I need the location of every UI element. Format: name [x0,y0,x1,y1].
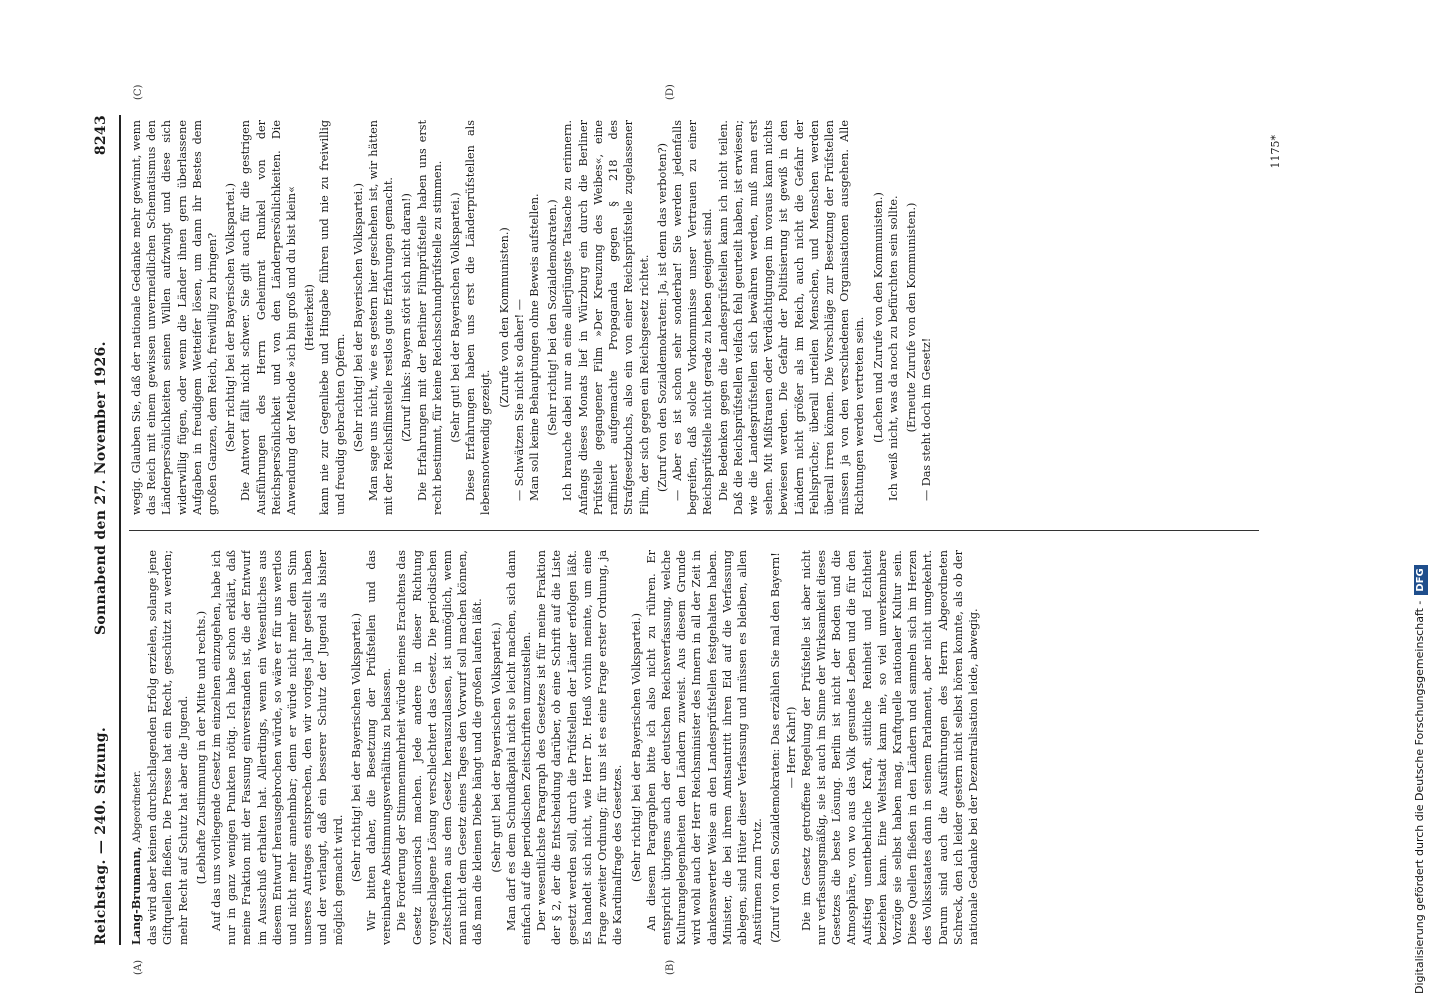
interjection [497,120,512,515]
paragraph [415,120,445,515]
margin-marker-d: (D) [665,84,676,100]
paragraph-text: Die Forderung der Stimmenmehrheit würde meines Erachtens das Gesetz illusorisch machen. Jede andere in dieser Richtung vorgeschlagene Lösung verschlechtert das Gesetz. Die periodischen Zeitschriften aus dem Gesetz herauszulassen, ist unmöglich, wenn man nicht dem Gesetz eines Tages den Vorwurf soll machen können, daß man die kleinen Diebe hängt und die großen laufen läßt. [395,550,485,945]
paragraph-text: Die Antwort fällt nicht schwer. Sie gilt auch für die gestrigen Ausführungen des Herrn Geheimrat Runkel von der Reichspersönlichkeit und von den Länderpersönlichkeiten. Die Anwendung der Methode »ich bin groß und du bist klein« [239,120,299,515]
interjection [302,120,317,515]
paragraph-text: kann nie zur Gegenliebe und Hingabe führen und nie zu freiwillig und freudig gebrachten Opfern. [318,120,347,515]
interjection [399,120,414,515]
paragraph-text: Die Erfahrungen mit der Berliner Filmprüfstelle haben uns erst recht bestimmt, für keine Reichsschundprüfstelle zu stimmen. [415,120,444,515]
paragraph-text: (Sehr richtig! bei der Bayerischen Volkspartei.) [224,182,238,453]
interjection [904,120,919,515]
interjection [349,550,364,945]
paragraph-text: Der wesentlichste Paragraph des Gesetzes ist für meine Fraktion der § 2, der die Entscheidung darüber, ob eine Schrift auf die Liste gesetzt werden soll, durch die Prüfstellen der Länder erfolgen läßt. Es handelt sich nicht, wie Herr Dr. Heuß vorhin meinte, um eine Frage zweiter Ordnung; für uns ist es eine Frage erster Ordnung, ja die Kardinalfrage des Gesetzes. [535,550,625,945]
paragraph [463,120,493,515]
margin-marker-a: (A) [133,959,144,975]
paragraph-text: Man darf es dem Schundkapital nicht so leicht machen, sich dann einfach auf die periodischen Zeitschriften umzustellen. [504,550,534,945]
interjection [545,120,560,515]
paragraph [716,120,868,515]
paragraph-text: (Heiterkeit) [303,284,317,351]
paragraph-text: (Sehr richtig! bei den Sozialdemokraten.) [546,199,560,436]
paragraph-text: das wird aber keinen durchschlagenden Erfolg erzielen, solange jene Giftquellen fließen. Die Presse hat ein Recht, geschützt zu werden; mehr Recht auf Schutz hat aber die Jugend. [146,550,190,945]
left-column [129,550,1259,945]
paragraph [394,550,485,945]
paragraph [527,120,542,515]
paragraph-text: (Erneute Zurufe von den Kommunisten.) [904,202,918,433]
paragraph-text: (Sehr richtig! bei der Bayerischen Volkspartei.) [629,612,643,883]
paragraph [317,120,347,515]
paragraph-text: Wir bitten daher, die Besetzung der Prüfstellen und das vereinbarte Abstimmungsverhältnis zu belassen. [365,550,394,945]
imprint-label: Digitalisierung gefördert durch die Deutsche Forschungsgemeinschaft - [1413,600,1426,994]
interjection [871,120,886,515]
interjection [448,120,463,515]
paragraph-text: Man sage uns nicht, wie es gestern hier geschehen ist, wir hätten mit der Reichsfilmstelle restlos gute Erfahrungen gemacht. [367,120,396,515]
header-left: Reichstag. — 240. Sitzung. [93,726,109,945]
column-divider [129,530,1259,531]
paragraph-text: wegig. Glauben Sie, daß der nationale Gedanke mehr gewinnt, wenn das Reich mit einem gewissen unvermeidlichen Schematismus den Länderpersönlichkeiten seinen Willen aufzwingt und diese sich widerwillig fügen, oder wenn die Länder ihnen gern überlassene Aufgaben in freudigem Wetteifer lösen, um dann ihr Bestes dem großen Ganzen, dem Reich, freiwillig zu bringen? [130,120,220,515]
interjection [194,550,209,945]
imprint-strip [1408,4,1432,994]
paragraph [886,120,901,515]
paragraph-text: — Schwätzen Sie nicht so daher! — [512,299,526,501]
paragraph-text: (Lachen und Zurufe von den Kommunisten.) [871,192,885,443]
paragraph [129,550,191,945]
paragraph [364,550,394,945]
paragraph-text: Diese Erfahrungen haben uns erst die Länderprüfstellen als lebensnotwendig gezeigt. [464,120,493,515]
margin-marker-c: (C) [133,84,144,100]
paragraph-text: — Das steht doch im Gesetz! [920,337,934,501]
paragraph-text: Ich brauche dabei nur an eine allerjüngste Tatsache zu erinnern. Anfangs dieses Monats lief in Würzburg ein durch die Berliner Prüfstelle gegangener Film »Der Kreuzung des Weibes«, eine raffiniert aufgemachte Propaganda gegen § 218 des Strafgesetzbuchs, also ein von einer Reichsprüfstelle zugelassener Film, der sich gegen ein Reichsgesetz richtet. [561,120,651,515]
header-page-number: 8243 [93,115,109,156]
interjection [629,550,644,945]
right-column [129,120,1259,515]
paragraph [512,120,527,515]
paragraph [504,550,534,945]
paragraph-text: (Zurufe von den Kommunisten.) [497,227,511,408]
paragraph [238,120,299,515]
footer-number: 1175* [1269,135,1282,169]
paragraph-text: Die Bedenken gegen die Landesprüfstellen kann ich nicht teilen. Daß die Reichsprüfstellen vielfach fehl geurteilt haben, ist erwiesen; wie die Landesprüfstellen sich bewähren werden, muß man erst sehen. Mit Mißtrauen oder Verdächtigungen im voraus kann nichts bewiesen werden. Die Gefahr der Politisierung ist gewiß in den Ländern nicht größer als im Reich, auch nicht die Gefahr der Fehlsprüche; überall urteilen Menschen, und Menschen werden überall irren können. Die Vorschläge zur Besetzung der Prüfstellen müssen ja von den verschiedenen Organisationen ausgehen. Alle Richtungen werden vertreten sein. [716,120,867,515]
speaker-role: Abgeordneter. [132,770,143,843]
paragraph-text: Man soll keine Behauptungen ohne Beweis aufstellen. [528,193,542,501]
paragraph-text: (Zuruf von den Sozialdemokraten: Ja, ist denn das verboten?) [655,142,669,493]
paragraph-text: Die im Gesetz getroffene Regelung der Prüfstelle ist aber nicht nur verfassungsmäßig, sie ist auch im Sinne der Wirksamkeit dieses Gesetzes die beste Lösung. Berlin ist nicht der Boden und die Atmosphäre, von wo aus das Volk gesundes Leben und die für den Aufstieg unentbehrliche Kraft, sittliche Reinheit und Echtheit beziehen kann. Eine Weltstadt kann nie, so viel unverkennbare Vorzüge sie selbst haben mag, Kraftquelle nationaler Kultur sein. Diese Quellen fließen in den Ländern und sammeln sich im Herzen des Volksstaates dann in seinem Parlament, aber nicht umgekehrt. Darum sind auch die Ausführungen des Herrn Abgeordneten Schreck, den ich leider gestern nicht selbst hören konnte, als ob der nationale Gedanke bei der Dezentralisation leide, abwegig. [799,550,980,945]
speaker-name: Lang-Brumann, [129,842,143,945]
paragraph [129,120,220,515]
interjection [655,120,670,515]
paragraph-text: — Aber es ist schon sehr sonderbar! Sie werden jedenfalls begreifen, daß solche Vorkommnisse unser Vertrauen zu einer Reichsprüfstelle nicht gerade zu heben geeignet sind. [670,120,715,515]
dfg-logo: DFG [1414,565,1428,594]
page-header [85,115,119,945]
interjection [223,120,238,515]
paragraph-text: (Sehr gut! bei der Bayerischen Volkspartei.) [489,622,503,873]
document-page [85,84,1285,975]
paragraph-text: (Sehr richtig! bei der Bayerischen Volkspartei.) [351,182,365,453]
paragraph-text: (Zuruf von den Sozialdemokraten: Das erzählen Sie mal den Bayern! — Herr Kahr!) [769,552,798,943]
paragraph [534,550,625,945]
paragraph [366,120,396,515]
paragraph [644,550,766,945]
interjection [489,550,504,945]
paragraph [799,550,981,945]
paragraph [209,550,346,945]
paragraph-text: An diesem Paragraphen bitte ich also nicht zu rühren. Er entspricht übrigens auch der deutschen Reichsverfassung, welche Kulturangelegenheiten den Ländern zuweist. Aus diesem Grunde wird wohl auch der Herr Reichsminister des Innern in all der Zeit in dankenswerter Weise an den Landesprüfstellen festgehalten haben. Minister, die bei ihrem Amtsantritt ihren Eid auf die Verfassung ablegen, sind Hüter dieser Verfassung und müssen es bleiben, allen Anstürmen zum Trotz. [644,550,765,945]
paragraph-text: (Zuruf links: Bayern stört sich nicht daran!) [400,193,414,442]
paragraph-text: Auf das uns vorliegende Gesetz im einzelnen einzugehen, habe ich nur in ganz wenigen Punkten nötig. Ich habe schon erklärt, daß meine Fraktion mit der Fassung einverstanden ist, die der Entwurf im Ausschuß erhalten hat. Allerdings, wenn ein Wesentliches aus diesem Entwurf herausgebrochen würde, so wäre er für uns wertlos und nicht mehr annehmbar; denn er würde nicht mehr dem Sinn unseres Antrages entsprechen, den wir voriges Jahr gestellt haben und der verlangt, daß ein besserer Schutz der Jugend als bisher möglich gemacht wird. [210,550,345,945]
paragraph-text: Ich weiß nicht, was da noch zu befürchten sein sollte. [886,195,900,501]
paragraph-text: (Sehr richtig! bei der Bayerischen Volkspartei.) [349,612,363,883]
interjection [768,550,798,945]
margin-marker-b: (B) [665,959,676,975]
paragraph-text: (Lebhafte Zustimmung in der Mitte und rechts.) [194,610,208,885]
paragraph [919,120,934,515]
header-rule [119,115,121,945]
header-date: Sonnabend den 27. November 1926. [93,341,109,635]
paragraph [670,120,716,515]
paragraph [560,120,651,515]
interjection [351,120,366,515]
imprint-text [1408,4,1432,994]
paragraph-text: (Sehr gut! bei der Bayerischen Volkspartei.) [449,192,463,443]
